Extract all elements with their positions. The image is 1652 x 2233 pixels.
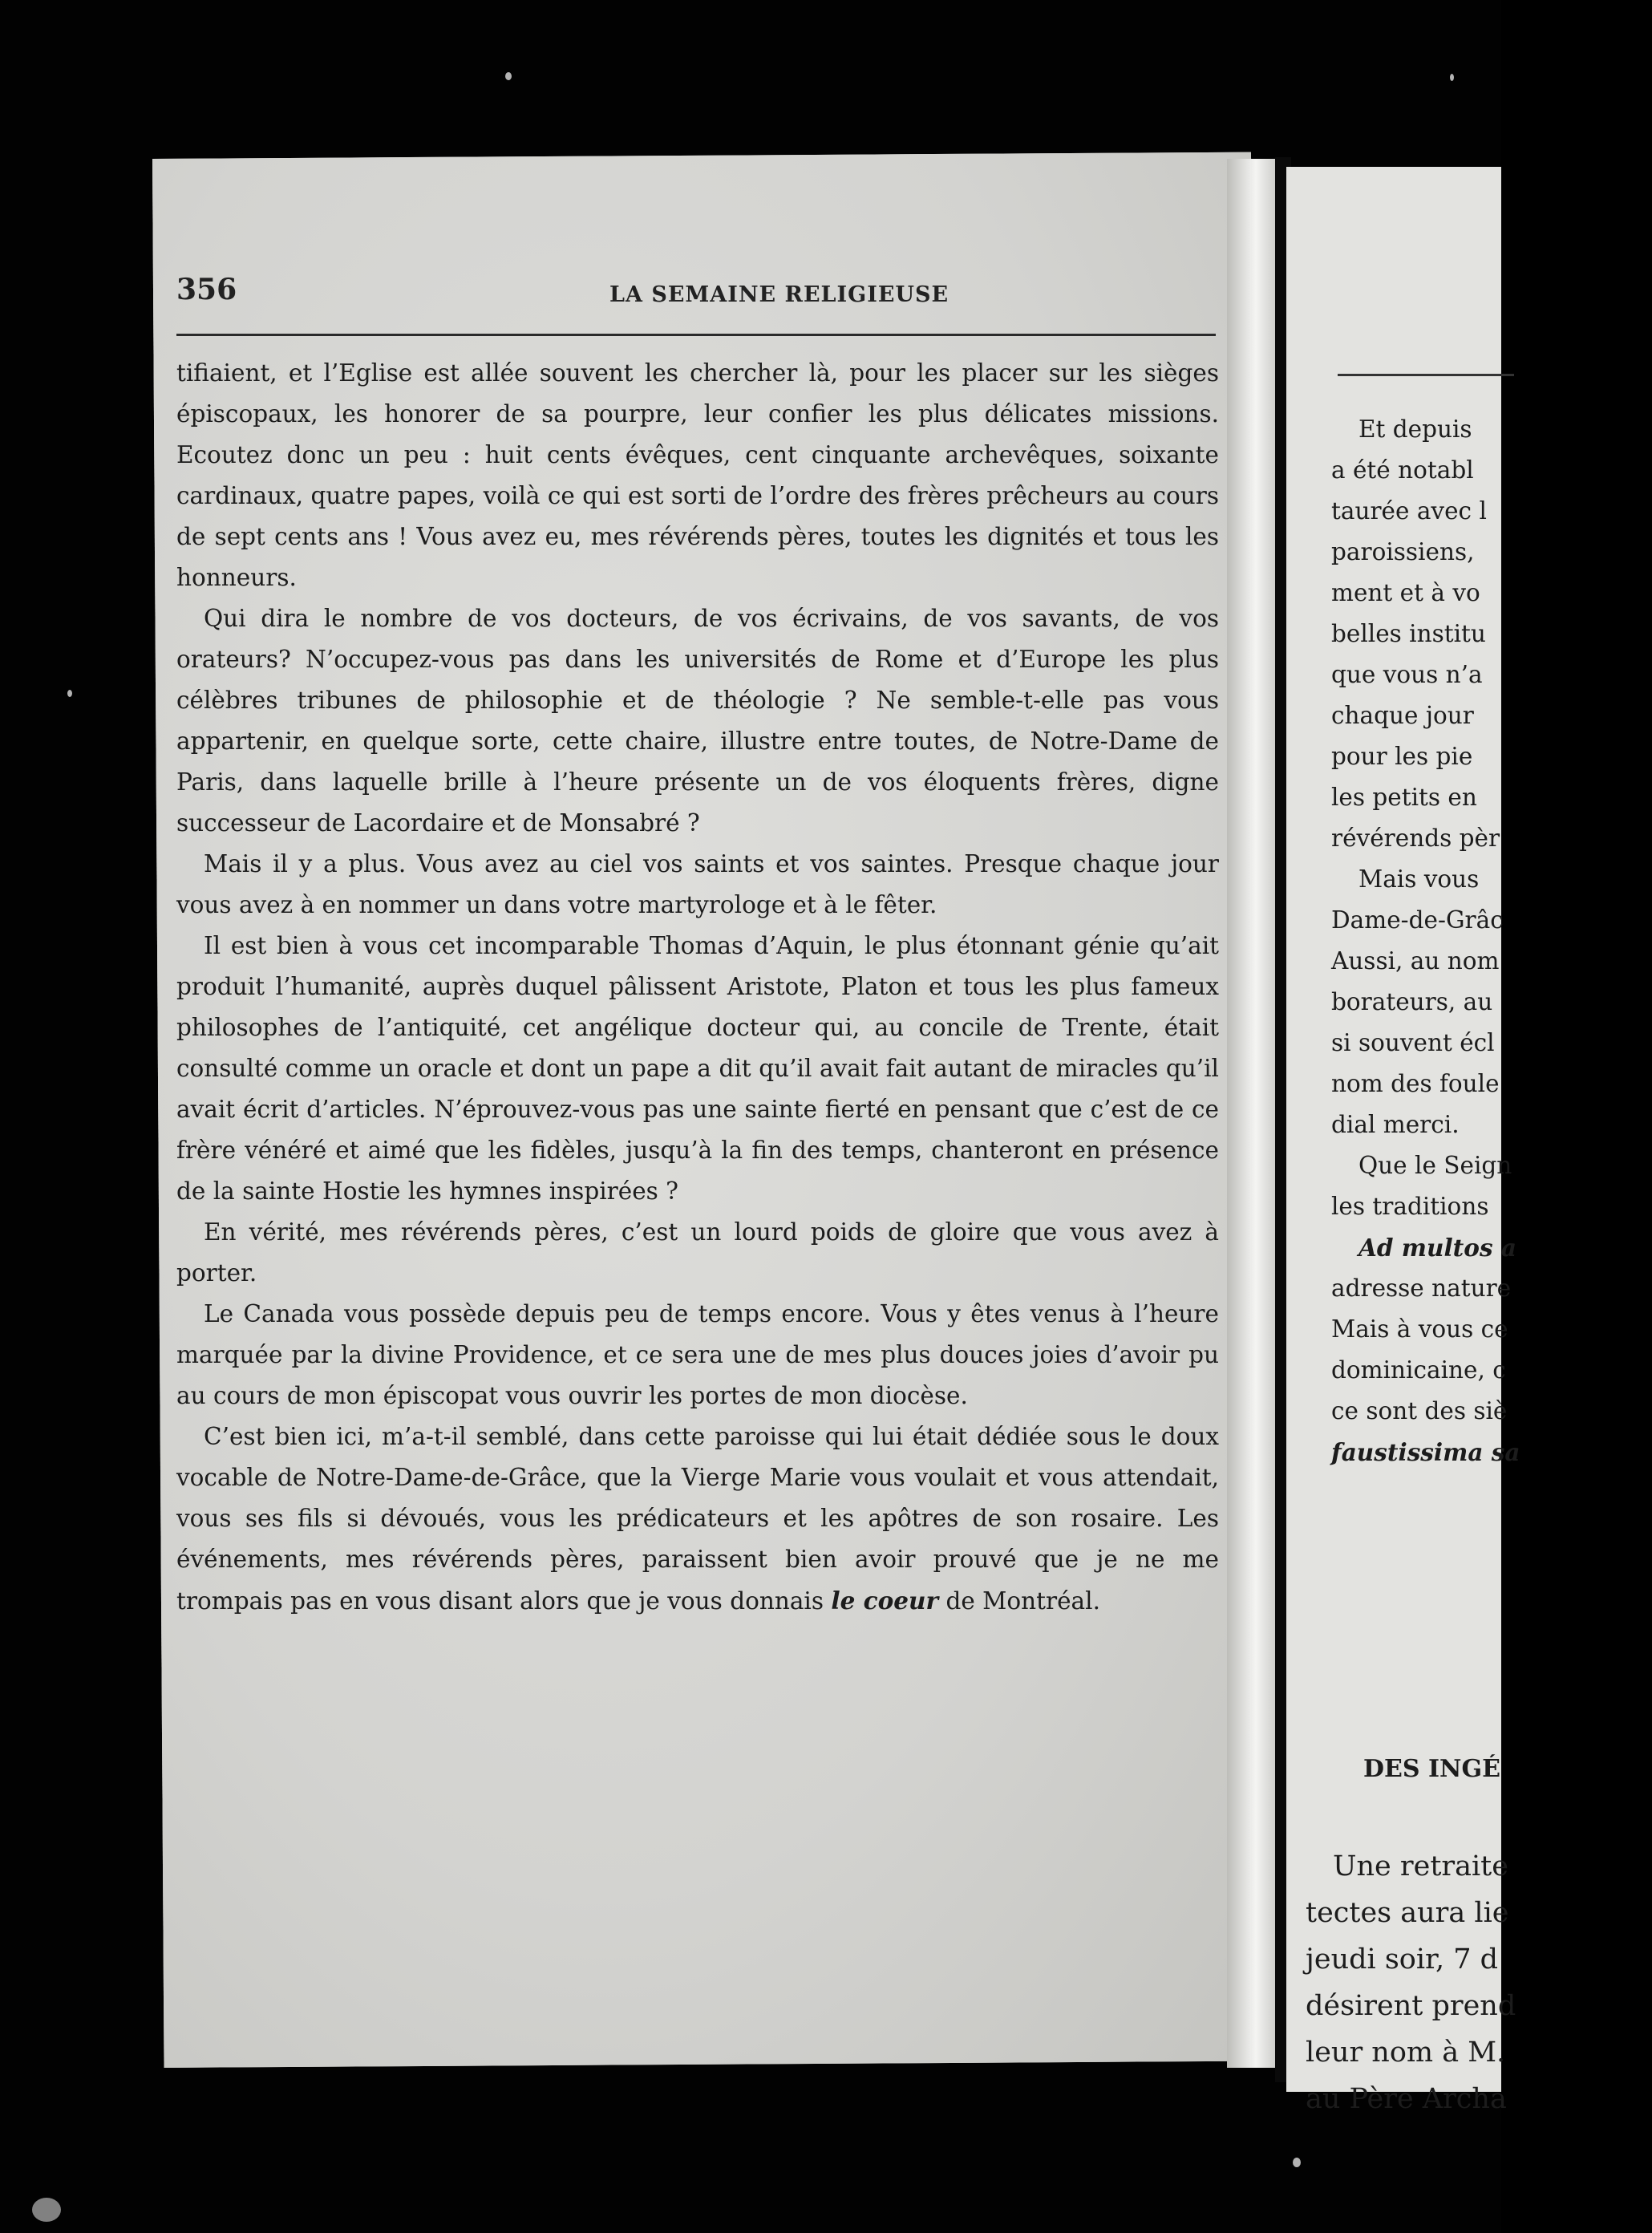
facing-line: les petits en (1331, 784, 1477, 811)
paragraph: Le Canada vous possède depuis peu de temps encore. Vous y êtes venus à l’heure marquée par la divine Providence, et ce sera une de mes plus douces joies d’avoir pu au cours de mon épiscopat vous ouvrir les portes de mon diocèse. (176, 1300, 1219, 1409)
facing-line: Et depuis (1358, 415, 1472, 443)
film-speck (505, 72, 512, 80)
facing-line: ment et à vo (1331, 579, 1480, 606)
paragraph-last (176, 1416, 1219, 1622)
facing-line: dominicaine, c (1331, 1356, 1506, 1384)
facing-page-rule (1338, 374, 1514, 376)
film-speck (67, 690, 72, 697)
film-speck (1293, 2158, 1301, 2167)
facing-line: nom des foule (1331, 1070, 1500, 1097)
film-speck (1450, 74, 1454, 81)
page-header (176, 273, 1219, 329)
facing-line: les traditions (1331, 1193, 1489, 1220)
facing-line: faustissima sa (1331, 1438, 1520, 1466)
facing-page-text (1331, 409, 1652, 1473)
film-speck (32, 2198, 61, 2222)
facing-page (1286, 167, 1520, 2115)
book-gutter (1227, 159, 1275, 2068)
page-number: 356 (176, 273, 237, 306)
facing-line: Mais vous (1358, 865, 1480, 893)
facing-line: ce sont des siè (1331, 1397, 1508, 1424)
running-title: LA SEMAINE RELIGIEUSE (609, 282, 949, 307)
facing-line: dial merci. (1331, 1111, 1460, 1138)
facing-line: borateurs, au (1331, 988, 1493, 1015)
italic-phrase: le coeur (831, 1587, 939, 1615)
facing-line: Aussi, au nom (1331, 947, 1500, 975)
facing-line: si souvent écl (1331, 1029, 1495, 1056)
facing-line: belles institu (1331, 620, 1486, 647)
facing-line: Mais à vous ce (1331, 1315, 1508, 1343)
facing-line: leur nom à M. (1306, 2036, 1506, 2069)
facing-line: désirent prend (1306, 1990, 1516, 2022)
facing-line: Une retraite (1333, 1850, 1508, 1882)
facing-line: Que le Seign (1358, 1152, 1512, 1179)
header-rule (176, 334, 1216, 336)
facing-page-text-2 (1306, 1843, 1516, 2122)
facing-line: chaque jour (1331, 702, 1474, 729)
facing-line: paroissiens, (1331, 538, 1475, 565)
article-body (176, 353, 1219, 1622)
paragraph: En vérité, mes révérends pères, c’est un lourd poids de gloire que vous avez à porter. (176, 1218, 1219, 1287)
facing-line: révérends pèr (1331, 825, 1500, 852)
paragraph-tail: de Montréal. (945, 1587, 1100, 1615)
facing-line: jeudi soir, 7 d (1306, 1943, 1498, 1976)
facing-section-heading: DES INGÉ (1363, 1755, 1500, 1783)
facing-line: au Père Archa (1306, 2083, 1507, 2115)
facing-line: tectes aura lie (1306, 1897, 1509, 1929)
facing-line: a été notabl (1331, 456, 1474, 484)
facing-line: Ad multos a (1358, 1234, 1516, 1262)
facing-line: Dame-de-Grâc (1331, 906, 1504, 934)
facing-line: taurée avec l (1331, 497, 1487, 525)
paragraph: Qui dira le nombre de vos docteurs, de vos écrivains, de vos savants, de vos orateurs? N’occupez-vous pas dans les universités de Rome et d’Europe les plus célèbres tribunes de philosophie et de théologie ? Ne semble-t-elle pas vous appartenir, en quelque sorte, cette chaire, illustre entre toutes, de Notre-Dame de Paris, dans laquelle brille à l’heure présente un de vos éloquents frères, digne successeur de Lacordaire et de Monsabré ? (176, 605, 1219, 837)
facing-line: adresse nature (1331, 1275, 1512, 1302)
paragraph: Mais il y a plus. Vous avez au ciel vos saints et vos saintes. Presque chaque jour vous avez à en nommer un dans votre martyrologe et à le fêter. (176, 850, 1219, 918)
paragraph-text: C’est bien ici, m’a-t-il semblé, dans cette paroisse qui lui était dédiée sous le doux vocable de Notre-Dame-de-Grâce, que la Vierge Marie vous voulait et vous attendait, vous ses fils si dévoués, vous les prédicateurs et les apôtres de son rosaire. Les événements, mes révérends pères, paraissent bien avoir prouvé que je ne me trompais pas en vous disant alors que je vous donnais (176, 1423, 1219, 1615)
paragraph: Il est bien à vous cet incomparable Thomas d’Aquin, le plus étonnant génie qu’ait produit l’humanité, auprès duquel pâlissent Aristote, Platon et tous les plus fameux philosophes de l’antiquité, cet angélique docteur qui, au concile de Trente, était consulté comme un oracle et dont un pape a dit qu’il avait fait autant de miracles qu’il avait écrit d’articles. N’éprouvez-vous pas une sainte fierté en pensant que c’est de ce frère vénéré et aimé que les fidèles, jusqu’à la fin des temps, chanteront en présence de la sainte Hostie les hymnes inspirées ? (176, 932, 1219, 1205)
facing-line: pour les pie (1331, 743, 1473, 770)
facing-line: que vous n’a (1331, 661, 1483, 688)
paragraph: tifiaient, et l’Eglise est allée souvent les chercher là, pour les placer sur les sièges épiscopaux, les honorer de sa pourpre, leur confier les plus délicates missions. Ecoutez donc un peu : huit cents évêques, cent cinquante archevêques, soixante cardinaux, quatre papes, voilà ce qui est sorti de l’ordre des frères prêcheurs au cours de sept cents ans ! Vous avez eu, mes révérends pères, toutes les dignités et tous les honneurs. (176, 359, 1219, 591)
